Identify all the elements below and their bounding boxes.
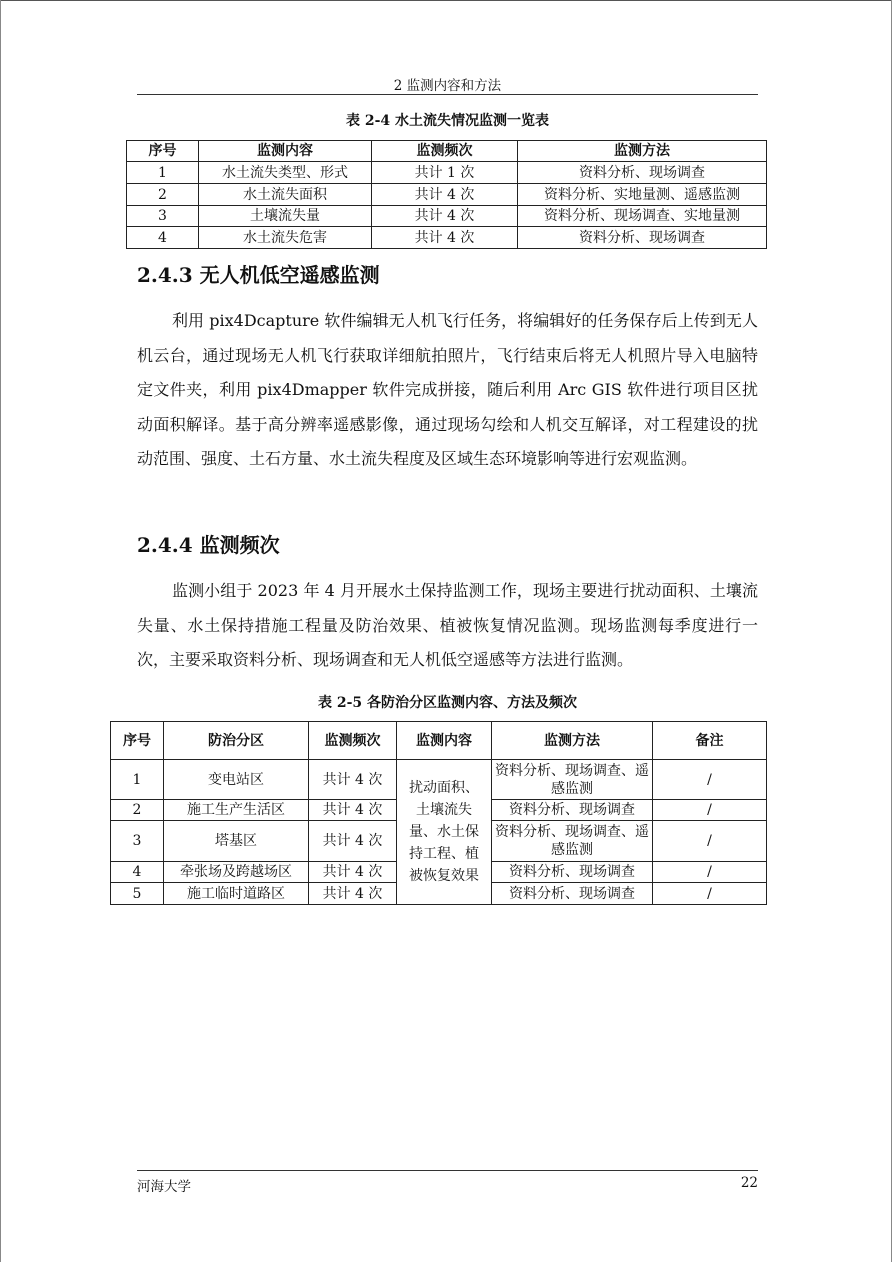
table-cell: 3 [111, 821, 164, 862]
table-cell: 共计 4 次 [372, 227, 518, 249]
table-2-4-caption: 表 2-4 水土流失情况监测一览表 [345, 113, 550, 129]
table-cell: 资料分析、现场调查 [518, 227, 767, 249]
footer-rule [137, 1170, 758, 1171]
table-cell: 共计 4 次 [309, 862, 397, 883]
table-2-4-header-row [127, 141, 767, 162]
table-cell: / [653, 862, 767, 883]
table-cell: 资料分析、现场调查、遥感监测 [492, 821, 653, 862]
table-cell: 变电站区 [164, 760, 309, 800]
table-cell: 资料分析、现场调查 [492, 800, 653, 821]
table-2-5-caption: 表 2-5 各防治分区监测内容、方法及频次 [317, 695, 578, 711]
table-2-4-header-cell: 序号 [127, 141, 199, 162]
table-cell: 牵张场及跨越场区 [164, 862, 309, 883]
table-cell: 共计 4 次 [309, 800, 397, 821]
table-row [111, 760, 767, 800]
table-cell: 5 [111, 883, 164, 905]
table-cell: 施工临时道路区 [164, 883, 309, 905]
table-cell: / [653, 760, 767, 800]
table-cell: 资料分析、现场调查 [492, 883, 653, 905]
table-cell: 资料分析、现场调查 [492, 862, 653, 883]
table-cell: 水土流失类型、形式 [199, 162, 372, 184]
table-2-5-header-cell: 备注 [653, 722, 767, 760]
table-2-5-header-cell: 监测内容 [397, 722, 492, 760]
table-cell: 塔基区 [164, 821, 309, 862]
table-cell: 资料分析、现场调查、遥感监测 [492, 760, 653, 800]
table-cell: 3 [127, 206, 199, 227]
table-cell: 2 [111, 800, 164, 821]
table-2-4-header-cell: 监测频次 [372, 141, 518, 162]
table-cell: 1 [111, 760, 164, 800]
table-cell: 共计 4 次 [309, 760, 397, 800]
table-cell: / [653, 800, 767, 821]
section-2-4-3-paragraph: 利用 pix4Dcapture 软件编辑无人机飞行任务，将编辑好的任务保存后上传到无人机云台，通过现场无人机飞行获取详细航拍照片，飞行结束后将无人机照片导入电脑特定文件夹，利用 pix4Dmapper 软件完成拼接，随后利用 Arc GIS 软件进行项目区扰动面积解译。基于高分辨率遥感影像，通过现场勾绘和人机交互解译，对工程建设的扰动范围、强度、土石方量、水土流失程度及区域生态环境影响等进行宏观监测。 [137, 311, 758, 468]
table-2-5-header-cell: 防治分区 [164, 722, 309, 760]
table-cell: 共计 4 次 [372, 206, 518, 227]
table-cell: 4 [111, 862, 164, 883]
header-rule [137, 94, 758, 95]
table-cell: 共计 1 次 [372, 162, 518, 184]
table-cell: / [653, 883, 767, 905]
page-number: 22 [740, 1175, 758, 1191]
page-left-border [0, 0, 1, 1262]
table-cell: 施工生产生活区 [164, 800, 309, 821]
table-2-5 [110, 721, 767, 905]
section-2-4-4-paragraph: 监测小组于 2023 年 4 月开展水土保持监测工作，现场主要进行扰动面积、土壤流失量、水土保持措施工程量及防治效果、植被恢复情况监测。现场监测每季度进行一次，主要采取资料分析、现场调查和无人机低空遥感等方法进行监测。 [137, 581, 758, 669]
footer-institution: 河海大学 [137, 1179, 191, 1195]
table-2-5-header-cell: 序号 [111, 722, 164, 760]
running-header: 2 监测内容和方法 [393, 78, 502, 94]
table-row [127, 162, 767, 184]
table-2-5-header-row [111, 722, 767, 760]
table-2-4-header-cell: 监测内容 [199, 141, 372, 162]
table-2-4 [126, 140, 767, 249]
table-row [127, 184, 767, 206]
page-top-border [0, 0, 892, 1]
table-cell: 共计 4 次 [309, 821, 397, 862]
table-cell: 水土流失危害 [199, 227, 372, 249]
table-cell: 4 [127, 227, 199, 249]
table-cell: 水土流失面积 [199, 184, 372, 206]
shared-monitoring-content-cell: 扰动面积、土壤流失量、水土保持工程、植被恢复效果 [397, 760, 492, 905]
table-row [127, 206, 767, 227]
table-cell: 资料分析、现场调查 [518, 162, 767, 184]
table-cell: 共计 4 次 [309, 883, 397, 905]
table-2-5-header-cell: 监测频次 [309, 722, 397, 760]
table-cell: 土壤流失量 [199, 206, 372, 227]
section-heading-2-4-4: 2.4.4 监测频次 [137, 533, 280, 557]
section-heading-2-4-3: 2.4.3 无人机低空遥感监测 [137, 263, 380, 287]
table-cell: 2 [127, 184, 199, 206]
table-2-5-header-cell: 监测方法 [492, 722, 653, 760]
table-cell: 1 [127, 162, 199, 184]
table-cell: 资料分析、现场调查、实地量测 [518, 206, 767, 227]
table-2-4-header-cell: 监测方法 [518, 141, 767, 162]
table-cell: 资料分析、实地量测、遥感监测 [518, 184, 767, 206]
table-cell: 共计 4 次 [372, 184, 518, 206]
table-row [127, 227, 767, 249]
table-cell: / [653, 821, 767, 862]
